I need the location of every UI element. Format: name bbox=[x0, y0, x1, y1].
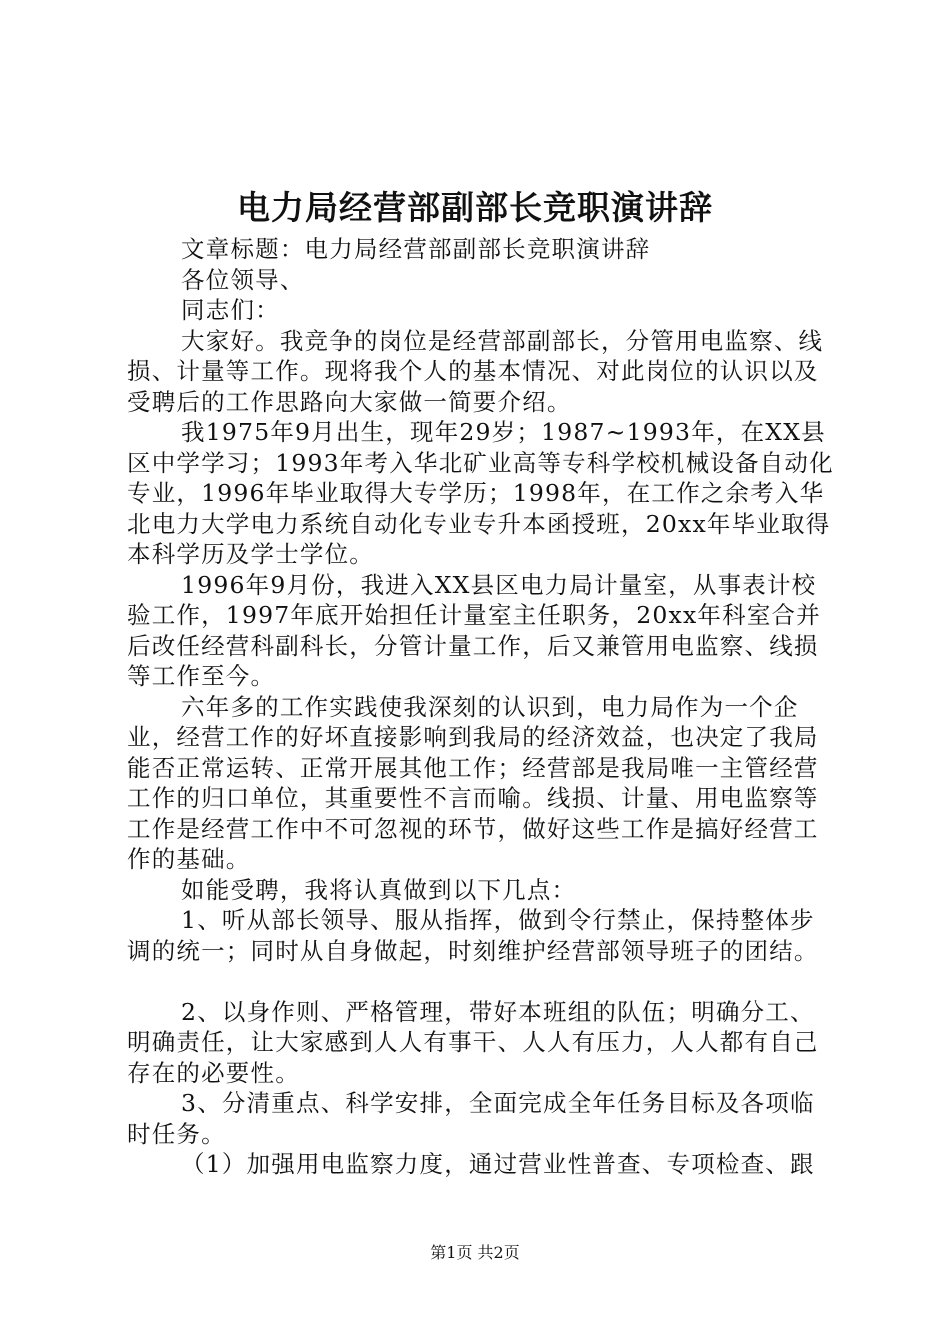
paragraph: （1）加强用电监察力度，通过营业性普查、专项检查、跟 bbox=[181, 1150, 815, 1178]
paragraph: 2、以身作则、严格管理，带好本班组的队伍；明确分工、明确责任，让大家感到人人有事干、人人有压力，人人都有自己存在的必要性。 bbox=[127, 997, 819, 1087]
paragraph: 文章标题：电力局经营部副部长竞职演讲辞 bbox=[181, 235, 651, 263]
paragraph: 1、听从部长领导、服从指挥，做到令行禁止，保持整体步调的统一；同时从自身做起，时刻维护经营部领导班子的团结。 bbox=[127, 906, 819, 965]
paragraph: 同志们： bbox=[181, 296, 280, 324]
paragraph: 各位领导、 bbox=[181, 265, 305, 294]
page-number: 第1页 共2页 bbox=[430, 1243, 520, 1262]
paragraph: 我1975年9月出生，现年29岁；1987~1993年，在XX县区中学学习；1993年考入华北矿业高等专科学校机械设备自动化专业，1996年毕业取得大专学历；1998年，在工作之余考入华北电力大学电力系统自动化专业专升本函授班，20xx年毕业取得本科学历及学士学位。 bbox=[127, 418, 834, 568]
paragraph: 1996年9月份，我进入XX县区电力局计量室，从事表计校验工作，1997年底开始担任计量室主任职务，20xx年科室合并后改任经营科副科长，分管计量工作，后又兼管用电监察、线损等工作至今。 bbox=[127, 570, 821, 690]
document-body bbox=[127, 234, 837, 1180]
document-title: 电力局经营部副部长竞职演讲辞 bbox=[237, 188, 713, 227]
paragraph: 大家好。我竞争的岗位是经营部副部长，分管用电监察、线损、计量等工作。现将我个人的基本情况、对此岗位的认识以及受聘后的工作思路向大家做一简要介绍。 bbox=[127, 326, 824, 416]
paragraph: 3、分清重点、科学安排，全面完成全年任务目标及各项临时任务。 bbox=[127, 1089, 815, 1148]
paragraph: 六年多的工作实践使我深刻的认识到，电力局作为一个企业，经营工作的好坏直接影响到我局的经济效益，也决定了我局能否正常运转、正常开展其他工作；经营部是我局唯一主管经营工作的归口单位，其重要性不言而喻。线损、计量、用电监察等工作是经营工作中不可忽视的环节，做好这些工作是搞好经营工作的基础。 bbox=[127, 692, 819, 873]
blank-line bbox=[127, 966, 837, 997]
paragraph: 如能受聘，我将认真做到以下几点： bbox=[181, 875, 577, 904]
